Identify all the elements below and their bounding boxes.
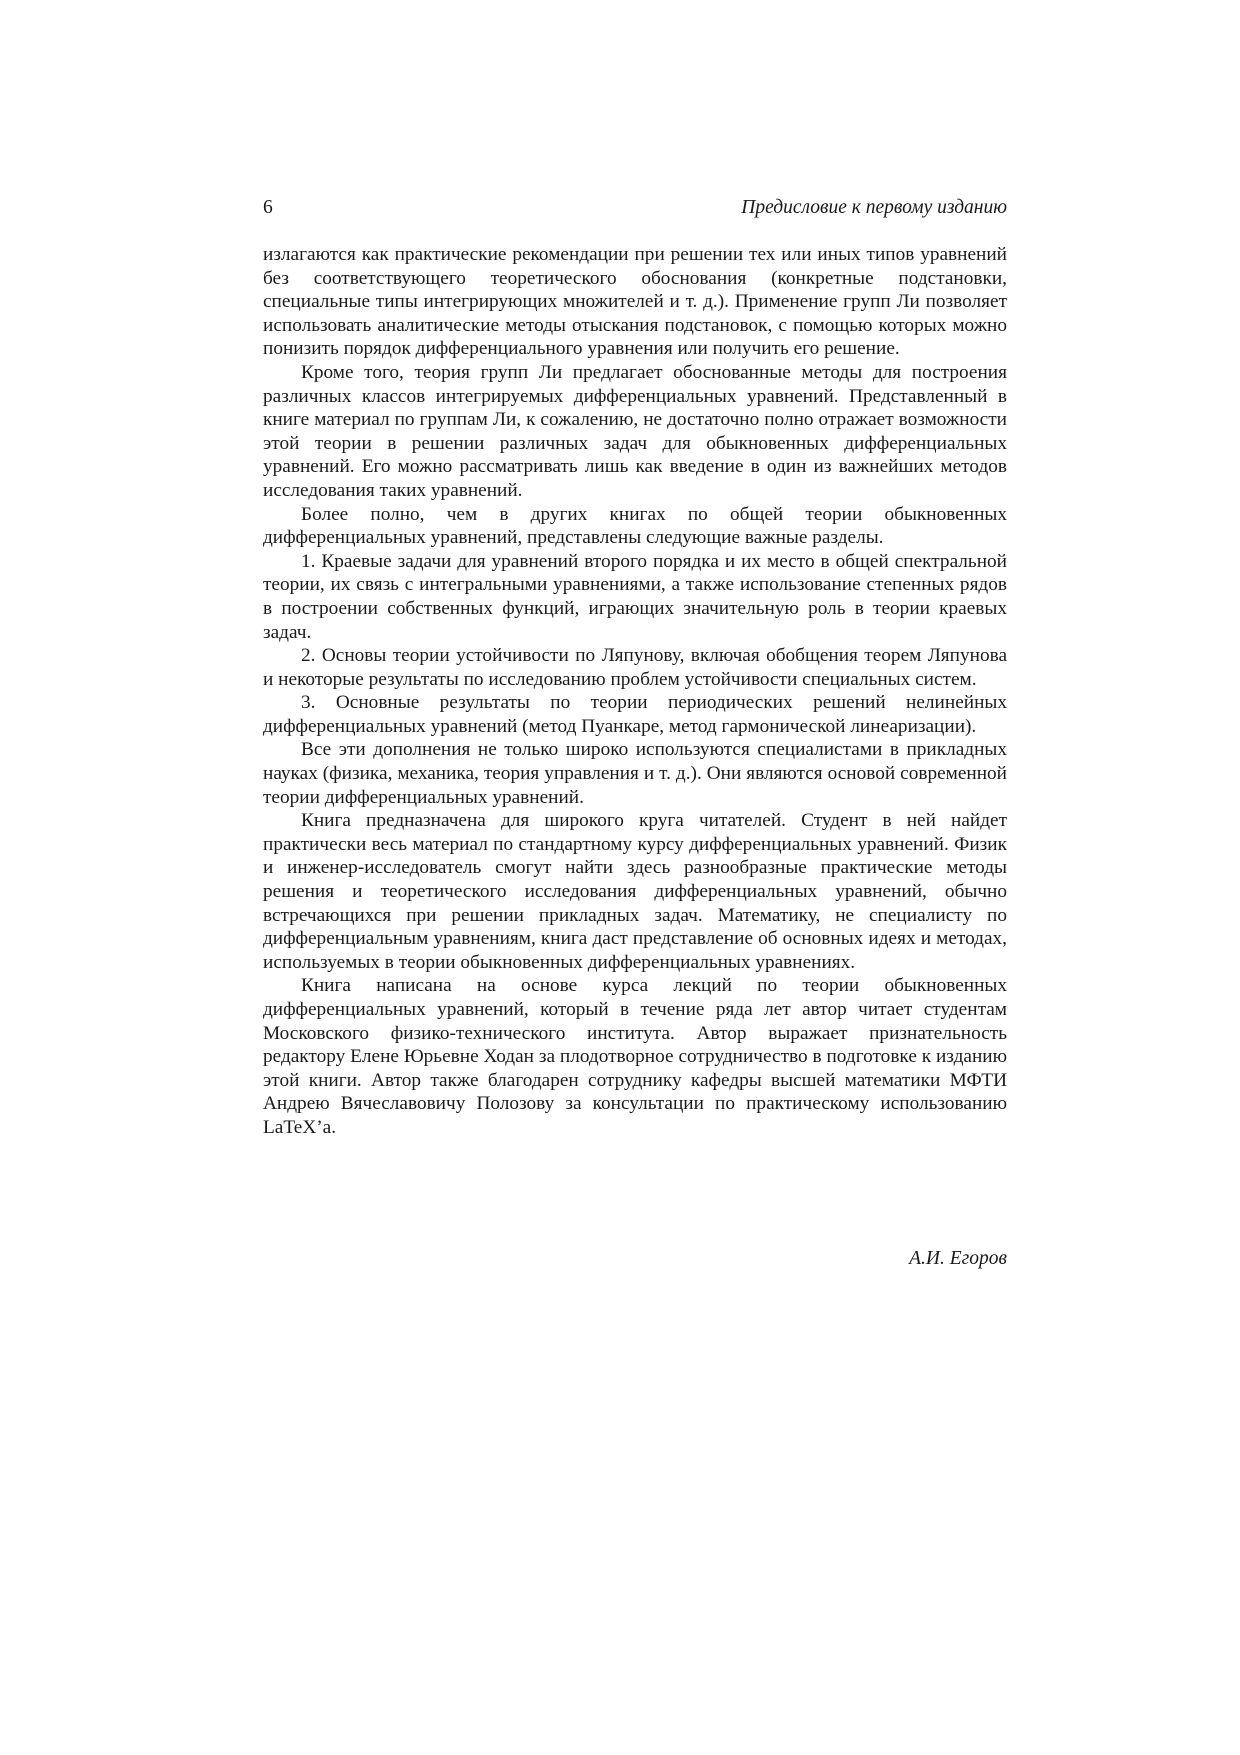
list-item-paragraph: 3. Основные результаты по теории периодических решений нелинейных дифференциальных уравнений (метод Пуанкаре, метод гармонической линеаризации). xyxy=(263,692,1007,737)
list-item-paragraph: 1. Краевые задачи для уравнений второго порядка и их место в общей спектральной теории, их связь с интегральными уравнениями, а также использование степенных рядов в построении собственных функций, играющих значительную роль в теории краевых задач. xyxy=(263,550,1007,643)
body-text xyxy=(263,243,1007,1140)
paragraph: Все эти дополнения не только широко используются специалистами в прикладных науках (физика, механика, теория управления и т. д.). Они являются основой современной теории дифференциальных уравнений. xyxy=(263,739,1007,808)
paragraph: Книга написана на основе курса лекций по теории обыкновенных дифференциальных уравнений, который в течение ряда лет автор читает студентам Московского физико-технического института. Автор выражает признательность редактору Елене Юрьевне Ходан за плодотворное сотрудничество в подготовке к изданию этой книги. Автор также благодарен сотруднику кафедры высшей математики МФТИ Андрею Вячеславовичу Полозову за консультации по практическому использованию LaTeX’а. xyxy=(263,975,1007,1138)
page-number: 6 xyxy=(263,197,273,218)
paragraph: Кроме того, теория групп Ли предлагает обоснованные методы для построения различных классов интегрируемых дифференциальных уравнений. Представленный в книге материал по группам Ли, к сожалению, не достаточно полно отражает возможности этой теории в решении различных задач для обыкновенных дифференциальных уравнений. Его можно рассматривать лишь как введение в один из важнейших методов исследования таких уравнений. xyxy=(263,361,1007,501)
paragraph: Более полно, чем в других книгах по общей теории обыкновенных дифференциальных уравнений, представлены следующие важные разделы. xyxy=(263,503,1007,549)
paragraph: Книга предназначена для широкого круга читателей. Студент в ней найдет практически весь материал по стандартному курсу дифференциальных уравнений. Физик и инженер-исследователь смогут найти здесь разнообразные практические методы решения и теоретического исследования дифференциальных уравнений, обычно встречающихся при решении прикладных задач. Математику, не специалисту по дифференциальным уравнениям, книга даст представление об основных идеях и методах, используемых в теории обыкновенных дифференциальных уравнениях. xyxy=(263,810,1007,973)
author-signature: А.И. Егоров xyxy=(909,1248,1007,1269)
running-head xyxy=(263,194,1007,222)
list-item-paragraph: 2. Основы теории устойчивости по Ляпунову, включая обобщения теорем Ляпунова и некоторые результаты по исследованию проблем устойчивости специальных систем. xyxy=(263,645,1007,690)
paragraph: излагаются как практические рекомендации при решении тех или иных типов уравнений без соответствующего теоретического обоснования (конкретные подстановки, специальные типы интегрирующих множителей и т. д.). Применение групп Ли позволяет использовать аналитические методы отыскания подстановок, с помощью которых можно понизить порядок дифференциального уравнения или получить его решение. xyxy=(263,244,1007,360)
running-title: Предисловие к первому изданию xyxy=(741,197,1007,218)
